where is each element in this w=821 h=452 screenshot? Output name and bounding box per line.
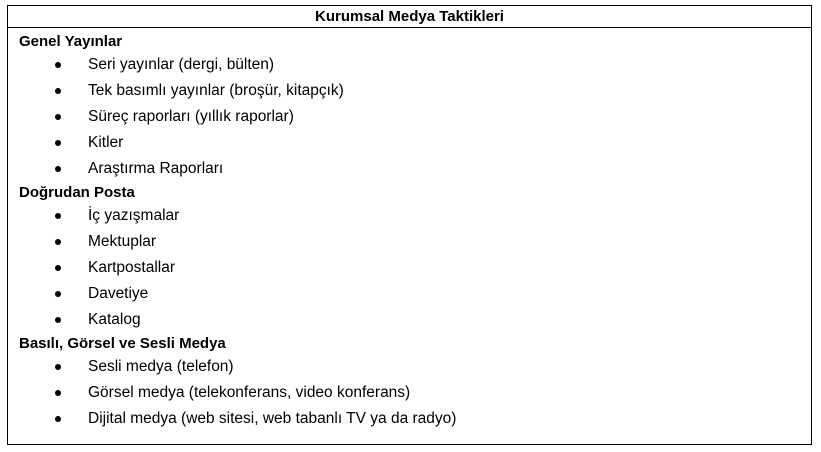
section-heading: Doğrudan Posta [19,184,135,201]
list-item [19,78,811,104]
bullet-icon [55,140,61,146]
list-item-text: Görsel medya (telekonferans, video konferans) [88,384,411,401]
list-item-text: Tek basımlı yayınlar (broşür, kitapçık) [88,82,344,99]
list-item [19,307,811,333]
section-dogrudan-posta [19,182,811,333]
list-item [19,130,811,156]
list-item-text: İç yazışmalar [88,207,180,224]
bullet-icon [55,390,61,396]
list-item [19,406,811,432]
section-heading: Basılı, Görsel ve Sesli Medya [19,335,226,352]
section-item-list [19,52,811,182]
section-heading: Genel Yayınlar [19,33,123,50]
list-item-text: Araştırma Raporları [88,160,224,177]
list-item-text: Seri yayınlar (dergi, bülten) [88,56,275,73]
table-content [8,28,811,432]
bullet-icon [55,291,61,297]
list-item-text: Kartpostallar [88,259,176,276]
bullet-icon [55,213,61,219]
list-item [19,255,811,281]
bullet-icon [55,166,61,172]
bullet-icon [55,114,61,120]
bullet-icon [55,62,61,68]
list-item-text: Katalog [88,311,141,328]
list-item [19,229,811,255]
list-item-text: Davetiye [88,285,149,302]
list-item-text: Süreç raporları (yıllık raporlar) [88,108,294,125]
list-item [19,52,811,78]
table-title: Kurumsal Medya Taktikleri [8,6,811,28]
list-item [19,156,811,182]
list-item [19,380,811,406]
bullet-icon [55,239,61,245]
list-item-text: Mektuplar [88,233,157,250]
bullet-icon [55,364,61,370]
bullet-icon [55,416,61,422]
section-item-list [19,354,811,432]
list-item [19,203,811,229]
list-item-text: Dijital medya (web sitesi, web tabanlı TV ya da radyo) [88,410,457,427]
list-item [19,354,811,380]
list-item [19,281,811,307]
section-basili-gorsel-sesli-medya [19,333,811,432]
bullet-icon [55,88,61,94]
list-item-text: Kitler [88,134,124,151]
bullet-icon [55,265,61,271]
media-tactics-table [7,5,812,445]
section-genel-yayinlar [19,31,811,182]
bullet-icon [55,317,61,323]
list-item-text: Sesli medya (telefon) [88,358,234,375]
list-item [19,104,811,130]
section-item-list [19,203,811,333]
